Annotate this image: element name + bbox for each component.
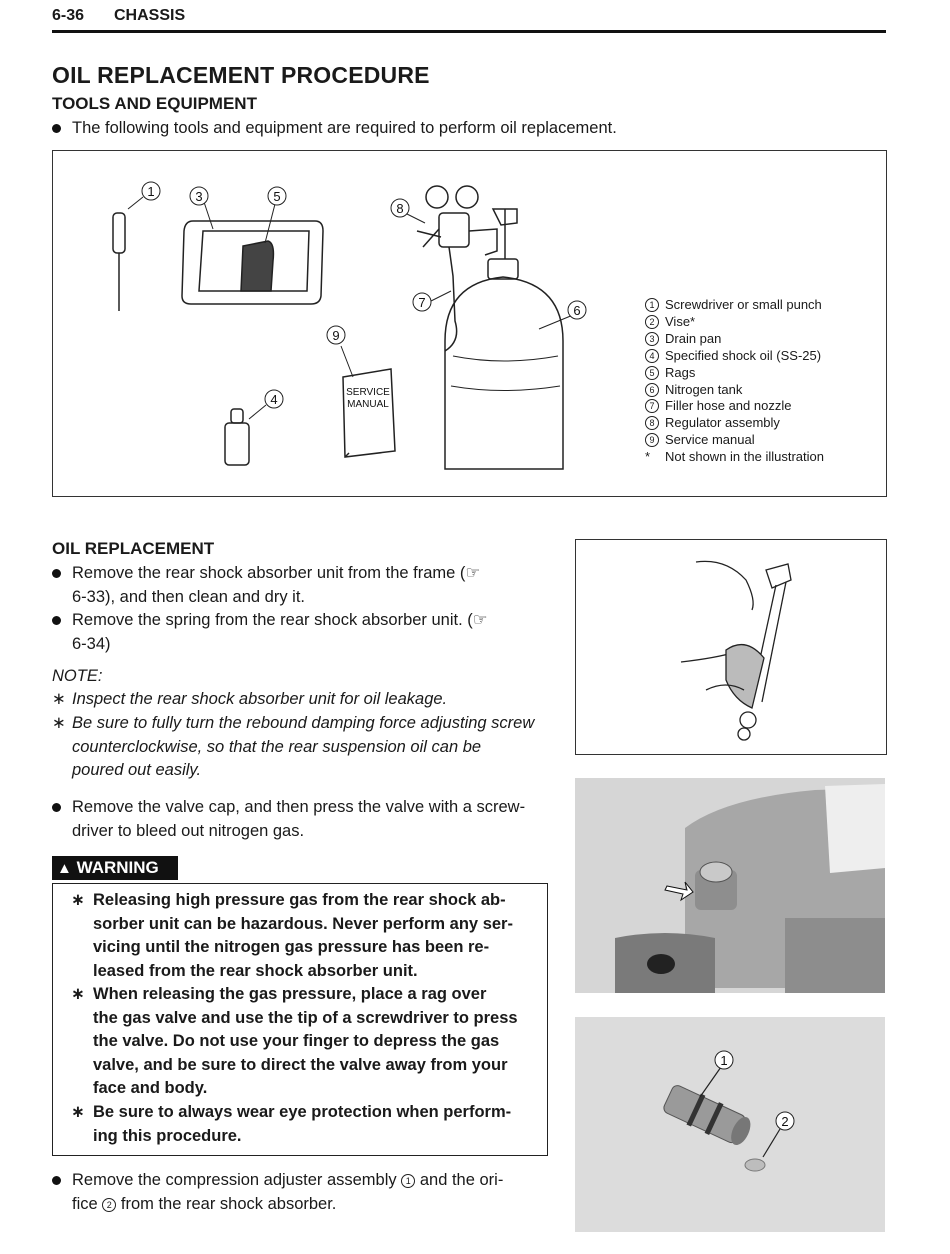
service-manual xyxy=(343,369,395,457)
adjuster-photo-drawing xyxy=(575,1017,885,1232)
bullet-dot xyxy=(52,616,61,625)
asterisk-icon: ∗ xyxy=(71,985,85,1003)
callout-4-label: 4 xyxy=(270,392,278,407)
bullet-dot xyxy=(52,1176,61,1185)
oil-replacement-heading: OIL REPLACEMENT xyxy=(52,539,215,558)
asterisk-icon: ∗ xyxy=(52,714,66,732)
step-text: Remove the rear shock absorber unit from the frame ( xyxy=(72,564,466,582)
step-text: Remove the spring from the rear shock absorber unit. ( xyxy=(72,611,473,629)
legend-row: 5 Rags xyxy=(645,365,824,382)
svg-text:2: 2 xyxy=(781,1114,789,1129)
callout-6-label: 6 xyxy=(573,303,581,318)
illustration-draining-shock xyxy=(575,539,887,755)
callout-5-label: 5 xyxy=(273,189,281,204)
warning-item-2: ∗ When releasing the gas pressure, place a rag over the gas valve and use the tip of a screwdriver to press the valve. Do not use your finger to depress the gas valve, and be sure to direct the valve away from your face and body. xyxy=(71,985,518,1097)
legend-row: 2 Vise* xyxy=(645,314,824,331)
bullet-dot xyxy=(52,803,61,812)
bullet-dot xyxy=(52,569,61,578)
legend-row: 4 Specified shock oil (SS-25) xyxy=(645,348,824,365)
legend-row: * Not shown in the illustration xyxy=(645,449,824,465)
asterisk-icon: ∗ xyxy=(71,891,85,909)
note-text: Inspect the rear shock absorber unit for oil leakage. xyxy=(72,690,448,708)
nitrogen-tank xyxy=(445,277,563,469)
warning-badge xyxy=(52,856,178,880)
oil-bottle xyxy=(225,423,249,465)
note-label: NOTE: xyxy=(52,667,103,685)
hand-pointer-icon: ☞ xyxy=(465,564,481,582)
manual-cover-line1: SERVICE xyxy=(346,387,390,398)
tools-illustration xyxy=(52,150,887,497)
warning-triangle-icon: ▲ xyxy=(57,860,72,877)
gauge-right xyxy=(456,186,478,208)
photo-valve-cap xyxy=(575,778,885,993)
step-text: 6-33), and then clean and dry it. xyxy=(72,587,305,606)
step-text: Remove the valve cap, and then press the valve with a screw- xyxy=(72,798,526,816)
shock-draining-drawing xyxy=(576,540,886,754)
warning-label: WARNING xyxy=(76,858,159,877)
callout-8-label: 8 xyxy=(396,201,404,216)
page-header xyxy=(52,4,886,33)
legend-row: 3 Drain pan xyxy=(645,331,824,348)
step-text: 6-34) xyxy=(72,634,111,653)
note-text: Be sure to fully turn the rebound damping force adjusting screw xyxy=(72,714,535,732)
page-title: OIL REPLACEMENT PROCEDURE xyxy=(52,62,430,88)
note-item-1 xyxy=(52,688,547,712)
note-text: poured out easily. xyxy=(72,761,202,779)
step-text: driver to bleed out nitrogen gas. xyxy=(72,821,305,840)
note-item-2 xyxy=(52,712,547,784)
screwdriver-handle xyxy=(113,213,125,253)
asterisk-icon: ∗ xyxy=(52,690,66,708)
rag xyxy=(241,241,273,291)
callout-7-label: 7 xyxy=(418,295,426,310)
legend-row: 1 Screwdriver or small punch xyxy=(645,297,824,314)
valve-photo-drawing xyxy=(575,778,885,993)
tools-legend xyxy=(645,297,824,466)
callout-3-label: 3 xyxy=(195,189,203,204)
callout-1-label: 1 xyxy=(147,184,155,199)
asterisk-icon: ∗ xyxy=(71,1103,85,1121)
ref-callout-1: 1 xyxy=(401,1174,415,1188)
hand-pointer-icon: ☞ xyxy=(472,611,488,629)
photo-compression-adjuster xyxy=(575,1017,885,1232)
step-remove-spring xyxy=(52,609,547,657)
section-title: CHASSIS xyxy=(114,7,186,24)
legend-row: 6 Nitrogen tank xyxy=(645,382,824,399)
note-text: counterclockwise, so that the rear suspension oil can be xyxy=(72,737,482,756)
page-number: 6-36 xyxy=(52,7,85,24)
svg-text:1: 1 xyxy=(720,1053,728,1068)
filler-hose xyxy=(445,247,457,351)
bullet-dot xyxy=(52,124,61,133)
warning-box xyxy=(52,883,548,1156)
step-remove-unit xyxy=(52,562,547,610)
gauge-left xyxy=(426,186,448,208)
tools-intro-text: The following tools and equipment are required to perform oil replacement. xyxy=(72,119,617,137)
legend-row: 7 Filler hose and nozzle xyxy=(645,398,824,415)
step-bleed-nitrogen xyxy=(52,796,547,844)
warning-item-1: ∗ Releasing high pressure gas from the rear shock ab- sorber unit can be hazardous. Never perform any ser- vicing until the nitrogen gas pressure has been re- leased from the rear shock absorber unit. xyxy=(71,891,513,980)
ref-callout-2: 2 xyxy=(102,1198,116,1212)
warning-item-3: ∗ Be sure to always wear eye protection when perform- ing this procedure. xyxy=(71,1103,512,1145)
legend-row: 9 Service manual xyxy=(645,432,824,449)
legend-row: 8 Regulator assembly xyxy=(645,415,824,432)
step-remove-adjuster: Remove the compression adjuster assembly 1 and the ori- fice 2 from the rear shock absorber. xyxy=(52,1169,547,1217)
tools-heading: TOOLS AND EQUIPMENT xyxy=(52,94,257,113)
manual-cover-line2: MANUAL xyxy=(347,399,389,410)
callout-9-label: 9 xyxy=(332,328,340,343)
